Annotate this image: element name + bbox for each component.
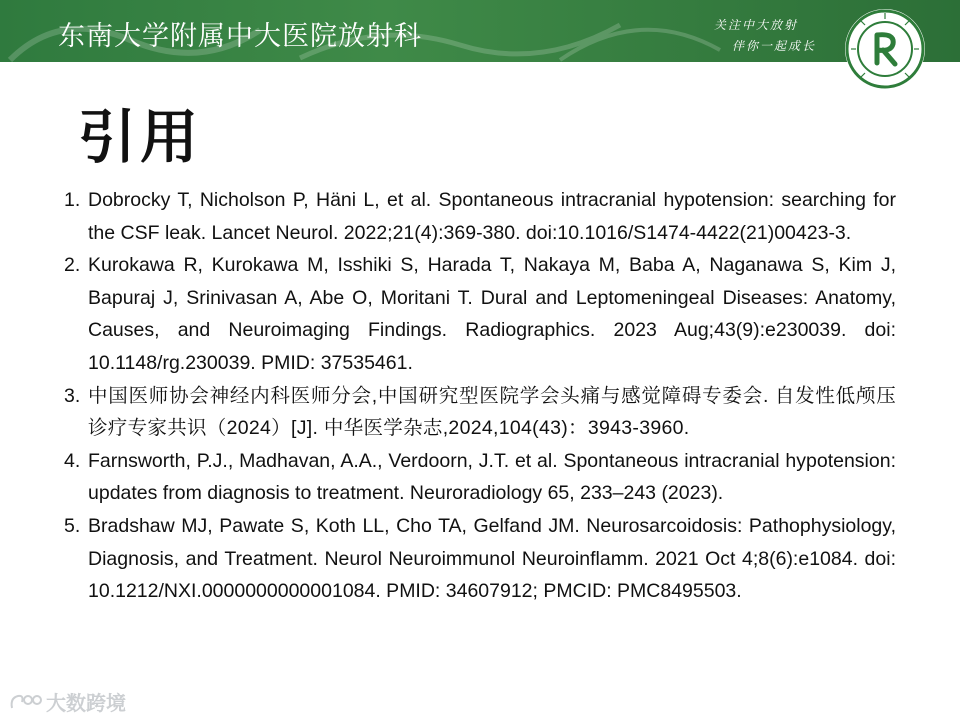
reference-item xyxy=(64,445,896,510)
reference-text: Bradshaw MJ, Pawate S, Koth LL, Cho TA, Gelfand JM. Neurosarcoidosis: Pathophysiology, Diagnosis, and Treatment. Neurol Neuroimmunol Neuroinflamm. 2021 Oct 4;8(6):e1084. doi: 10.1212/NXI.0000000000001084. PMID: 34607912; PMCID: PMC8495503. xyxy=(88,514,896,603)
reference-text: 中国医师协会神经内科医师分会,中国研究型医院学会头痛与感觉障碍专委会. 自发性低颅压诊疗专家共识（2024）[J]. 中华医学杂志,2024,104(43)：3943-3960. xyxy=(88,384,896,440)
bottom-watermark xyxy=(8,688,126,714)
hospital-logo xyxy=(843,7,927,91)
watermark-text: 大数跨境 xyxy=(46,690,126,715)
reference-text: Dobrocky T, Nicholson P, Häni L, et al. Spontaneous intracranial hypotension: searching for the CSF leak. Lancet Neurol. 2022;21(4):369-380. doi:10.1016/S1474-4422(21)00423-3. xyxy=(88,189,896,244)
reference-text: Farnsworth, P.J., Madhavan, A.A., Verdoorn, J.T. et al. Spontaneous intracranial hypotension: updates from diagnosis to treatment. Neuroradiology 65, 233–243 (2023). xyxy=(88,449,896,505)
reference-number: 3. xyxy=(64,384,81,407)
reference-text: Kurokawa R, Kurokawa M, Isshiki S, Harada T, Nakaya M, Baba A, Naganawa S, Kim J, Bapuraj J, Srinivasan A, Abe O, Moritani T. Dural and Leptomeningeal Diseases: Anatomy, Causes, and Neuroimaging Findings. Radiographics. 2023 Aug;43(9):e230039. doi: 10.1148/rg.230039. PMID: 37535461. xyxy=(88,254,896,374)
slogan-line-2: 伴你一起成长 xyxy=(732,39,817,53)
reference-number: 5. xyxy=(64,514,81,537)
slogan-line-1: 关注中大放射 xyxy=(714,18,799,32)
reference-item xyxy=(64,380,896,445)
reference-item xyxy=(64,249,896,379)
reference-item xyxy=(64,184,896,249)
watermark-logo-icon xyxy=(8,690,42,712)
reference-list xyxy=(64,184,896,608)
header-banner xyxy=(0,0,960,62)
reference-number: 1. xyxy=(64,189,81,211)
header-title: 东南大学附属中大医院放射科 xyxy=(58,21,422,52)
reference-number: 2. xyxy=(64,254,81,277)
page-heading: 引用 xyxy=(78,103,203,171)
reference-item xyxy=(64,510,896,608)
reference-number: 4. xyxy=(64,449,81,472)
